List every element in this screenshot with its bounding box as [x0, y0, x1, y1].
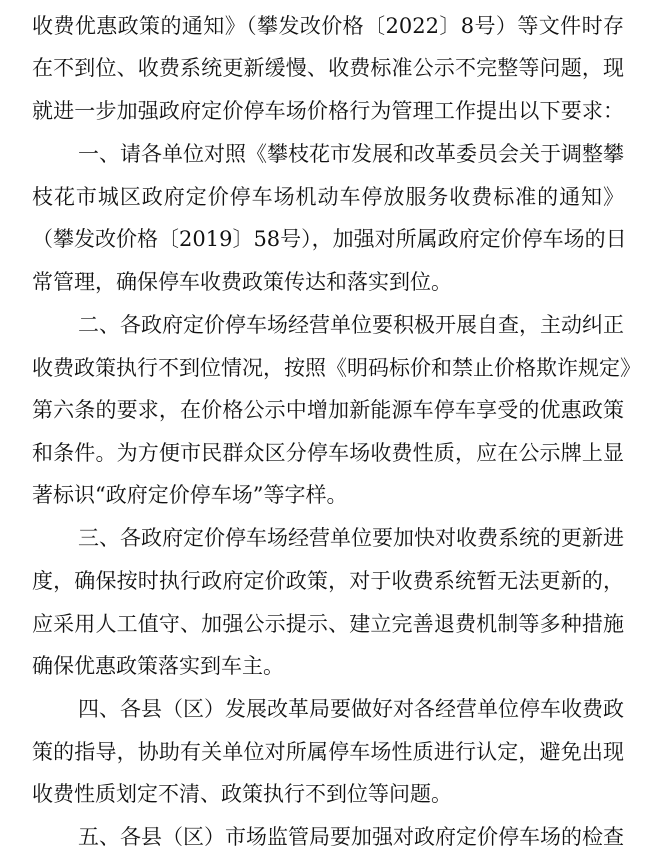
text-line: 收费政策执行不到位情况，按照《明码标价和禁止价格欺诈规定》	[32, 356, 641, 380]
text-line: 确保优惠政策落实到车主。	[32, 654, 284, 678]
text-line: （攀发改价格〔2019〕58号），加强对所属政府定价停车场的日	[32, 227, 627, 251]
paragraph-4-first-line: 四、各县（区）发展改革局要做好对各经营单位停车收费政	[78, 697, 624, 721]
paragraph-1-first-line: 一、请各单位对照《攀枝花市发展和改革委员会关于调整攀	[78, 142, 624, 166]
paragraph-3-first-line: 三、各政府定价停车场经营单位要加快对收费系统的更新进	[78, 526, 624, 550]
text-line: 在不到位、收费系统更新缓慢、收费标准公示不完整等问题，现	[32, 56, 624, 80]
text-line: 度，确保按时执行政府定价政策，对于收费系统暂无法更新的，	[32, 569, 624, 593]
paragraph-5-first-line: 五、各县（区）市场监管局要加强对政府定价停车场的检查	[78, 825, 624, 849]
text-line: 常管理，确保停车收费政策传达和落实到位。	[32, 270, 452, 294]
text-line: 第六条的要求，在价格公示中增加新能源车停车享受的优惠政策	[32, 398, 624, 422]
text-line: 策的指导，协助有关单位对所属停车场性质进行认定，避免出现	[32, 740, 624, 764]
text-line: 著标识“政府定价停车场”等字样。	[32, 483, 348, 507]
paragraph-2-first-line: 二、各政府定价停车场经营单位要积极开展自查，主动纠正	[78, 313, 624, 337]
text-line: 收费优惠政策的通知》（攀发改价格〔2022〕8号）等文件时存	[32, 14, 624, 38]
text-line: 和条件。为方便市民群众区分停车场收费性质，应在公示牌上显	[32, 441, 624, 465]
text-line: 枝花市城区政府定价停车场机动车停放服务收费标准的通知》	[32, 185, 624, 209]
text-line: 收费性质划定不清、政策执行不到位等问题。	[32, 782, 452, 806]
text-line: 应采用人工值守、加强公示提示、建立完善退费机制等多种措施	[32, 612, 624, 636]
text-line: 就进一步加强政府定价停车场价格行为管理工作提出以下要求：	[32, 99, 624, 123]
